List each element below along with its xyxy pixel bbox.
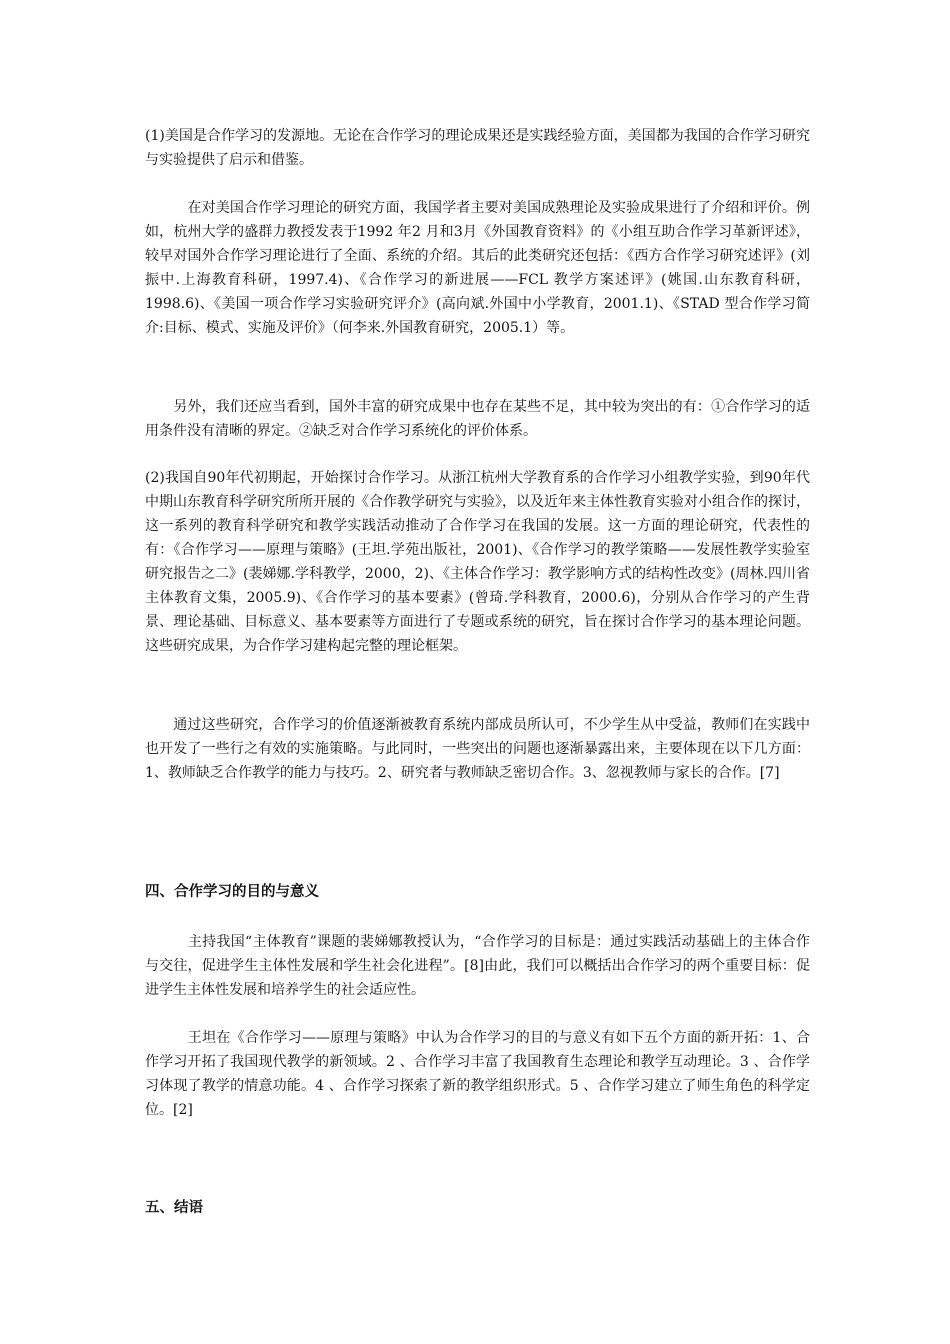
paragraph-shortcomings: 另外，我们还应当看到，国外丰富的研究成果中也存在某些不足，其中较为突出的有：①合作学习的适用条件没有清晰的界定。②缺乏对合作学习系统化的评价体系。 xyxy=(145,399,810,439)
section-heading-conclusion: 五、结语 xyxy=(145,1200,203,1216)
section-heading-purpose: 四、合作学习的目的与意义 xyxy=(145,884,319,900)
paragraph-goals: 主持我国“主体教育”课题的裴娣娜教授认为，“合作学习的目标是：通过实践活动基础上的主体合作与交往，促进学生主体性发展和学生社会化进程”。[8]由此，我们可以概括出合作学习的两个重要目标：促进学生主体性发展和培养学生的社会适应性。 xyxy=(145,934,810,998)
paragraph-us-origin: (1)美国是合作学习的发源地。无论在合作学习的理论成果还是实践经验方面，美国都为我国的合作学习研究与实验提供了启示和借鉴。 xyxy=(145,128,810,168)
paragraph-us-research-review: 在对美国合作学习理论的研究方面，我国学者主要对美国成熟理论及实验成果进行了介绍和评价。例如，杭州大学的盛群力教授发表于1992 年2 月和3月《外国教育资料》的《小组互助合作学习革新评述》，较早对国外合作学习理论进行了全面、系统的介绍。其后的此类研究还包括：《西方合作学习研究述评》(刘振中.上海教育科研，1997.4)、《合作学习的新进展——FCL 教学方案述评》(姚国.山东教育科研，1998.6)、《美国一项合作学习实验研究评介》(高向斌.外国中小学教育，2001.1)、《STAD 型合作学习简介:目标、模式、实施及评价》（何李来.外国教育研究，2005.1）等。 xyxy=(145,200,810,336)
paragraph-significance: 王坦在《合作学习——原理与策略》中认为合作学习的目的与意义有如下五个方面的新开拓：1、合作学习开拓了我国现代教学的新领域。2 、合作学习丰富了我国教育生态理论和教学互动理论。3 、合作学习体现了教学的情意功能。4 、合作学习探索了新的教学组织形式。5 、合作学习建立了师生角色的科学定位。[2] xyxy=(145,1030,810,1118)
paragraph-china-research: (2)我国自90年代初期起，开始探讨合作学习。从浙江杭州大学教育系的合作学习小组教学实验，到90年代中期山东教育科学研究所所开展的《合作教学研究与实验》，以及近年来主体性教育实验对小组合作的探讨，这一系列的教育科学研究和教学实践活动推动了合作学习在我国的发展。这一方面的理论研究，代表性的有：《合作学习——原理与策略》(王坦.学苑出版社，2001)、《合作学习的教学策略——发展性教学实验室研究报告之二》(裴娣娜.学科教学，2000，2)、《主体合作学习：教学影响方式的结构性改变》(周林.四川省主体教育文集，2005.9)、《合作学习的基本要素》(曾琦.学科教育，2000.6)，分别从合作学习的产生背景、理论基础、目标意义、基本要素等方面进行了专题或系统的研究，旨在探讨合作学习的基本理论问题。这些研究成果，为合作学习建构起完整的理论框架。 xyxy=(145,470,810,654)
paragraph-problems: 通过这些研究，合作学习的价值逐渐被教育系统内部成员所认可，不少学生从中受益，教师们在实践中也开发了一些行之有效的实施策略。与此同时，一些突出的问题也逐渐暴露出来，主要体现在以下几方面：1、教师缺乏合作教学的能力与技巧。2、研究者与教师缺乏密切合作。3、忽视教师与家长的合作。[7] xyxy=(145,717,810,781)
